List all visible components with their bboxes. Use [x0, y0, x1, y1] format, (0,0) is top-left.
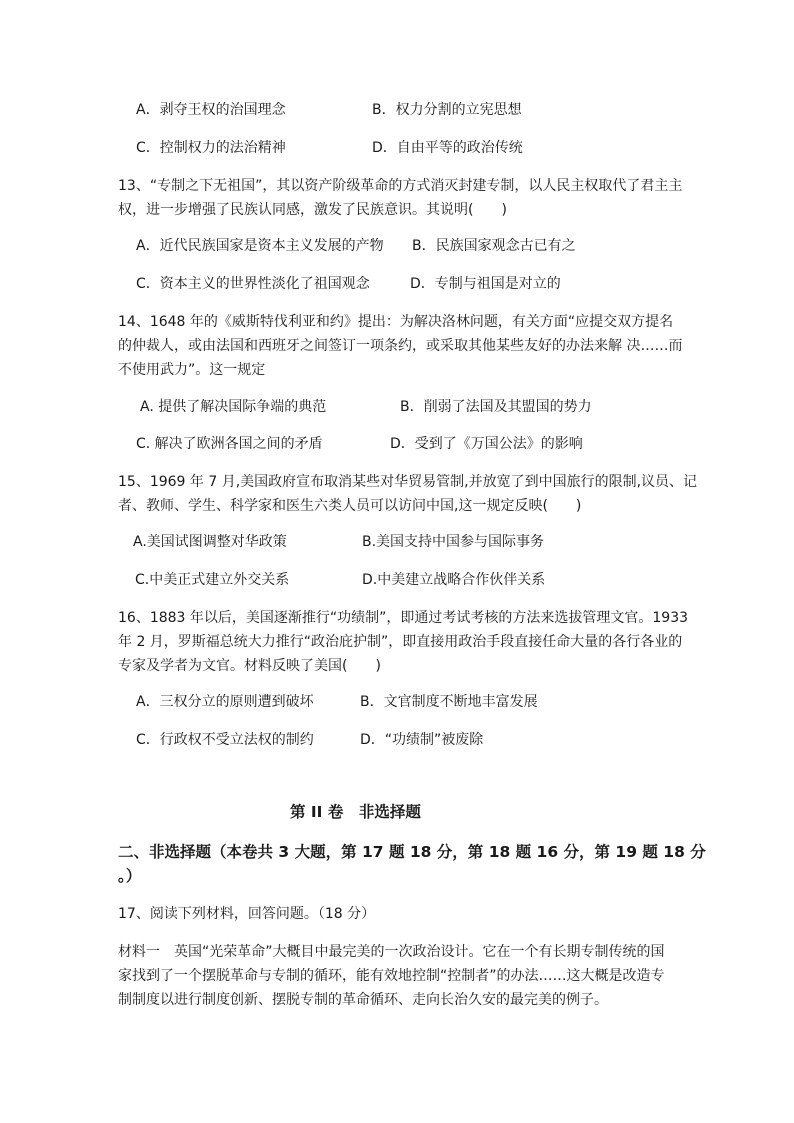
q17-stem: 17、阅读下列材料，回答问题。（18 分）: [118, 906, 376, 922]
q16-option-b: B．文官制度不断地丰富发展: [360, 694, 538, 710]
q15-option-d: D.中美建立战略合作伙伴关系: [362, 572, 546, 588]
q15-option-a: A.美国试图调整对华政策: [133, 534, 287, 550]
q12-option-c: C．控制权力的法治精神: [136, 140, 286, 156]
q15-stem-line-2: 者、教师、学生、科学家和医生六类人员可以访问中国,这一规定反映( ): [118, 498, 582, 514]
q14-option-b: B．削弱了法国及其盟国的势力: [400, 399, 592, 415]
q12-option-a: A．剥夺王权的治国理念: [136, 102, 286, 118]
q14-stem-line-3: 不使用武力”。这一规定: [118, 362, 266, 378]
q16-stem-line-2: 年 2 月，罗斯福总统大力推行“政治庇护制”，即直接用政治手段直接任命大量的各行各业的: [118, 634, 683, 650]
q17-material-line-3: 制制度以进行制度创新、摆脱专制的革命循环、走向长治久安的最完美的例子。: [118, 992, 608, 1008]
q12-option-b: B．权力分割的立宪思想: [372, 102, 522, 118]
q15-option-b: B.美国支持中国参与国际事务: [362, 534, 545, 550]
q13-option-a: A．近代民族国家是资本主义发展的产物: [136, 238, 384, 254]
q14-stem-line-1: 14、1648 年的《威斯特伐利亚和约》提出：为解决洛林问题，有关方面“应提交双方提名: [118, 314, 674, 330]
q15-stem-line-1: 15、1969 年 7 月,美国政府宣布取消某些对华贸易管制,并放宽了到中国旅行的限制,议员、记: [118, 474, 698, 490]
q14-option-c: C. 解决了欧洲各国之间的矛盾: [136, 436, 323, 452]
q16-stem-line-1: 16、1883 年以后，美国逐渐推行“功绩制”，即通过考试考核的方法来选拔管理文官。1933: [118, 610, 689, 626]
q14-stem-line-2: 的仲裁人，或由法国和西班牙之间签订一项条约，或采取其他某些友好的办法来解 决……而: [118, 338, 683, 354]
q14-option-a: A. 提供了解决国际争端的典范: [140, 399, 327, 415]
q14-option-d: D．受到了《万国公法》的影响: [390, 436, 583, 452]
q13-stem-line-2: 权，进一步增强了民族认同感，激发了民族意识。其说明( ): [118, 202, 507, 218]
section-heading-line-1: 二、非选择题（本卷共 3 大题，第 17 题 18 分，第 18 题 16 分，第 19 题 18 分: [118, 843, 706, 861]
q16-option-d: D．“功绩制”被废除: [360, 732, 484, 748]
q13-stem-line-1: 13、“专制之下无祖国”，其以资产阶级革命的方式消灭封建专制，以人民主权取代了君主主: [118, 178, 683, 194]
section-heading-line-2: 。）: [118, 867, 142, 885]
q16-option-c: C．行政权不受立法权的制约: [136, 732, 314, 748]
q12-option-d: D．自由平等的政治传统: [372, 140, 523, 156]
q16-option-a: A．三权分立的原则遭到破坏: [136, 694, 314, 710]
q13-option-c: C．资本主义的世界性淡化了祖国观念: [136, 276, 370, 292]
q15-option-c: C.中美正式建立外交关系: [135, 572, 290, 588]
q17-material-line-2: 家找到了一个摆脱革命与专制的循环，能有效地控制“控制者”的办法……这大概是改造专: [118, 968, 665, 984]
q16-stem-line-3: 专家及学者为文官。材料反映了美国( ): [118, 658, 381, 674]
section-title: 第 II 卷 非选择题: [290, 803, 421, 821]
q13-option-d: D．专制与祖国是对立的: [410, 276, 561, 292]
q17-material-line-1: 材料一 英国“光荣革命”大概目中最完美的一次政治设计。它在一个有长期专制传统的国: [118, 944, 665, 960]
q13-option-b: B．民族国家观念古已有之: [412, 238, 576, 254]
